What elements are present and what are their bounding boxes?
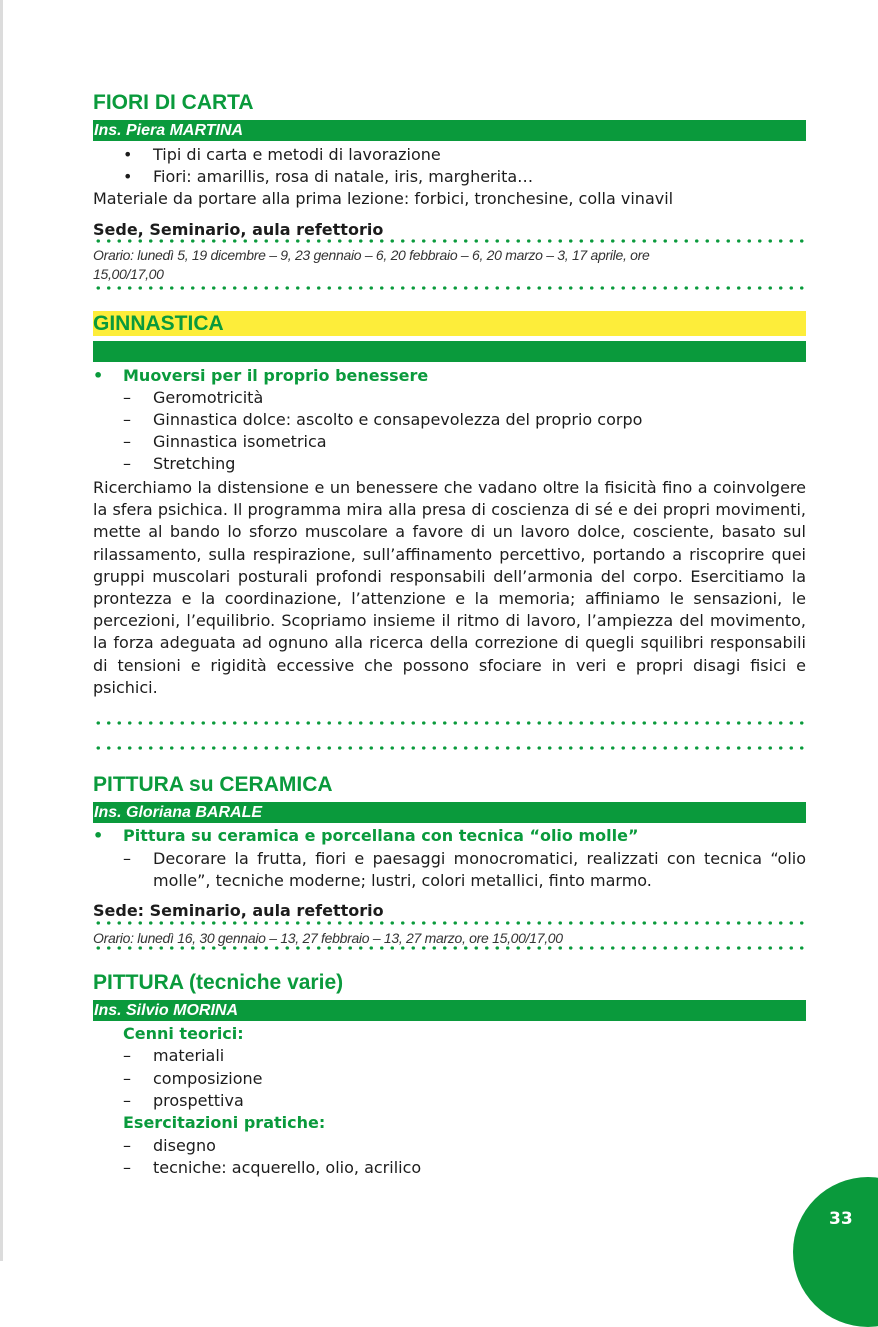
teacher-bar-ginnastica [93, 341, 806, 362]
list-item: – prospettiva [153, 1090, 244, 1112]
dotted-divider [93, 921, 809, 925]
dotted-divider [93, 946, 809, 950]
teacher-name: Ins. Silvio MORINA [94, 1002, 239, 1019]
teacher-bar-fiori [93, 120, 806, 141]
section-title-fiori: FIORI DI CARTA [93, 91, 254, 114]
teacher-bar-ceramica [93, 802, 806, 823]
section-title-pittura: PITTURA (tecniche varie) [93, 971, 344, 994]
orario-text: Orario: lunedì 16, 30 gennaio – 13, 27 febbraio – 13, 27 marzo, ore 15,00/17,00 [93, 930, 563, 946]
dotted-divider [93, 746, 809, 750]
list-item: – Geromotricità [153, 387, 263, 409]
dotted-divider [93, 239, 809, 243]
orario-line: Orario: lunedì 5, 19 dicembre – 9, 23 gennaio – 6, 20 febbraio – 6, 20 marzo – 3, 17 aprile, ore [93, 247, 650, 263]
subheading-theory: Cenni teorici: [123, 1024, 244, 1043]
description-paragraph: Ricerchiamo la distensione e un benessere che vadano oltre la fisicità fino a coinvolgere la sfera psichica. Il programma mira alla presa di coscienza di sé e dei propri movimenti, mette al bando lo sforzo muscolare a favore di un lavoro dolce, cosciente, basato sul rilassamento, sulla respirazione, sull’affinamento percettivo, portando a riscoprire quei gruppi muscolari posturali profondi responsabili dell’armonia del corpo. Esercitiamo la prontezza e la coordinazione, l’attenzione e la memoria; affiniamo le sensazioni, le percezioni, l’equilibrio. Scopriamo insieme il ritmo di lavoro, l’ampiezza del movimento, la forza adeguata ad ognuno alla ricerca della correzione di quegli squilibri responsabili di tensioni e rigidità eccessive che possono sfociare in veri e propri disagi fisici e psichici. [93, 478, 806, 697]
section-title-bar-ginnastica [93, 311, 806, 336]
list-item: – materiali [153, 1045, 224, 1067]
list-item: – composizione [153, 1068, 263, 1090]
dotted-divider [93, 721, 809, 725]
topic-heading: • Pittura su ceramica e porcellana con tecnica “olio molle” [123, 825, 638, 847]
subheading-practice: Esercitazioni pratiche: [123, 1113, 326, 1132]
list-item: – Decorare la frutta, fiori e paesaggi monocromatici, realizzati con tecnica “olio molle”, tecniche moderne; lustri, colori metallici, finto marmo. [153, 848, 806, 892]
teacher-name: Ins. Piera MARTINA [94, 122, 244, 139]
list-item: – Ginnastica dolce: ascolto e consapevolezza del proprio corpo [153, 409, 642, 431]
teacher-name: Ins. Gloriana BARALE [94, 804, 263, 821]
sede-text: Sede, Seminario, aula refettorio [93, 220, 384, 239]
orario-line: 15,00/17,00 [93, 266, 164, 282]
section-title-ginnastica: GINNASTICA [93, 312, 224, 335]
list-item: • Fiori: amarillis, rosa di natale, iris, margherita… [153, 166, 533, 188]
list-item: – disegno [153, 1135, 216, 1157]
teacher-bar-pittura [93, 1000, 806, 1021]
section-title-ceramica: PITTURA su CERAMICA [93, 773, 333, 796]
page-number: 33 [829, 1209, 853, 1229]
page-edge [0, 0, 3, 1261]
list-item: – Ginnastica isometrica [153, 431, 327, 453]
topic-heading: • Muoversi per il proprio benessere [123, 365, 428, 387]
list-item: – Stretching [153, 453, 235, 475]
sede-text: Sede: Seminario, aula refettorio [93, 901, 384, 920]
materials-text: Materiale da portare alla prima lezione: forbici, tronchesine, colla vinavil [93, 189, 674, 208]
list-item: – tecniche: acquerello, olio, acrilico [153, 1157, 421, 1179]
list-item: • Tipi di carta e metodi di lavorazione [153, 144, 441, 166]
orario-text [93, 246, 806, 284]
dotted-divider [93, 286, 809, 290]
page-number-circle [793, 1177, 878, 1327]
